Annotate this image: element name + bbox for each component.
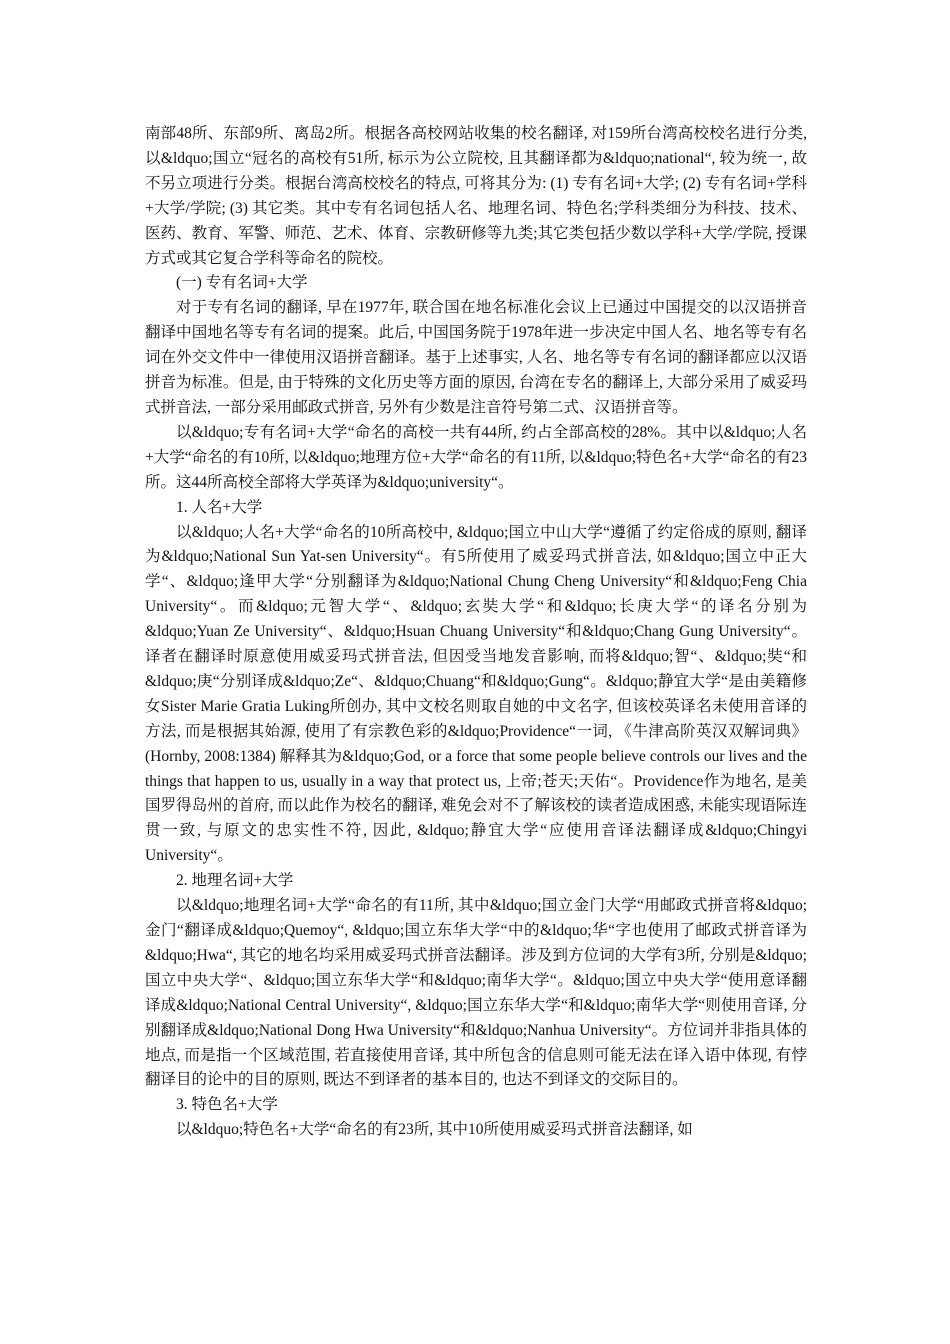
paragraph-geographic-name-examples: 以&ldquo;地理名词+大学“命名的有11所, 其中&ldquo;国立金门大学“用邮政式拼音将&ldquo;金门“翻译成&ldquo;Quemoy“, &ldquo;国立东华大学“中的&ldquo;华“字也使用了邮政式拼音译为&ldquo;Hwa“, 其它的地名均采用威妥玛式拼音法翻译。涉及到方位词的大学有3所, 分别是&ldquo;国立中央大学“、&ldquo;国立东华大学“和&ldquo;南华大学“。&ldquo;国立中央大学“使用意译翻译成&ldquo;National Central University“, &ldquo;国立东华大学“和&ldquo;南华大学“则使用音译, 分别翻译成&ldquo;National Dong Hwa University“和&ldquo;Nanhua University“。方位词并非指具体的地点, 而是指一个区域范围, 若直接使用音译, 其中所包含的信息则可能无法在译入语中体现, 有悖翻译目的论中的目的原则, 既达不到译者的基本目的, 也达不到译文的交际目的。	[145, 897, 807, 1089]
paragraph-proper-noun-statistics: 以&ldquo;专有名词+大学“命名的高校一共有44所, 约占全部高校的28%。其中以&ldquo;人名+大学“命名的有10所, 以&ldquo;地理方位+大学“命名的有11所, 以&ldquo;特色名+大学“命名的有23所。这44所高校全部将大学英译为&ldquo;university“。	[145, 423, 807, 491]
paragraph-proper-noun-translation: 对于专有名词的翻译, 早在1977年, 联合国在地名标准化会议上已通过中国提交的以汉语拼音翻译中国地名等专有名词的提案。此后, 中国国务院于1978年进一步决定中国人名、地名等专有名词在外交文件中一律使用汉语拼音翻译。基于上述事实, 人名、地名等专有名词的翻译都应以汉语拼音为标准。但是, 由于特殊的文化历史等方面的原因, 台湾在专名的翻译上, 大部分采用了威妥玛式拼音法, 一部分采用邮政式拼音, 另外有少数是注音符号第二式、汉语拼音等。	[145, 299, 807, 416]
paragraph-person-name-examples: 以&ldquo;人名+大学“命名的10所高校中, &ldquo;国立中山大学“遵循了约定俗成的原则, 翻译为&ldquo;National Sun Yat-sen University“。有5所使用了威妥玛式拼音法, 如&ldquo;国立中正大学“、&ldquo;逢甲大学“分别翻译为&ldquo;National Chung Cheng University“和&ldquo;Feng Chia University“。而&ldquo;元智大学“、&ldquo;玄奘大学“和&ldquo;长庚大学“的译名分别为&ldquo;Yuan Ze University“、&ldquo;Hsuan Chuang University“和&ldquo;Chang Gung University“。译者在翻译时原意使用威妥玛式拼音法, 但因受当地发音影响, 而将&ldquo;智“、&ldquo;奘“和&ldquo;庚“分别译成&ldquo;Ze“、&ldquo;Chuang“和&ldquo;Gung“。&ldquo;静宜大学“是由美籍修女Sister Marie Gratia Luking所创办, 其中文校名则取自她的中文名字, 但该校英译名未使用音译的方法, 而是根据其始源, 使用了有宗教色彩的&ldquo;Providence“一词, 《牛津高阶英汉双解词典》(Hornby, 2008:1384) 解释其为&ldquo;God, or a force that some people believe controls our lives and the things that happen to us, usually in a way that protect us, 上帝;苍天;天佑“。Providence作为地名, 是美国罗得岛州的首府, 而以此作为校名的翻译, 难免会对不了解该校的读者造成困惑, 未能实现语际连贯一致, 与原文的忠实性不符, 因此, &ldquo;静宜大学“应使用音译法翻译成&ldquo;Chingyi University“。	[145, 523, 807, 865]
subheading-geographic-name-university: 2. 地理名词+大学	[176, 872, 294, 890]
paragraph-school-classification: 南部48所、东部9所、离岛2所。根据各高校网站收集的校名翻译, 对159所台湾高校校名进行分类, 以&ldquo;国立“冠名的高校有51所, 标示为公立院校, 且其翻译都为&ldquo;national“, 较为统一, 故不另立项进行分类。根据台湾高校校名的特点, 可将其分为: (1) 专有名词+大学; (2) 专有名词+学科+大学/学院; (3) 其它类。其中专有名词包括人名、地理名词、特色名;学科类细分为科技、技术、医药、教育、军警、师范、艺术、体育、宗教研修等九类;其它类包括少数以学科+大学/学院, 授课方式或其它复合学科等命名的院校。	[145, 125, 807, 267]
paragraph-characteristic-name-intro: 以&ldquo;特色名+大学“命名的有23所, 其中10所使用威妥玛式拼音法翻译, 如	[176, 1121, 693, 1139]
subheading-person-name-university: 1. 人名+大学	[176, 498, 263, 516]
subheading-characteristic-name-university: 3. 特色名+大学	[176, 1096, 278, 1114]
document-page	[145, 122, 807, 1143]
section-heading-proper-noun-university: (一) 专有名词+大学	[176, 274, 308, 292]
